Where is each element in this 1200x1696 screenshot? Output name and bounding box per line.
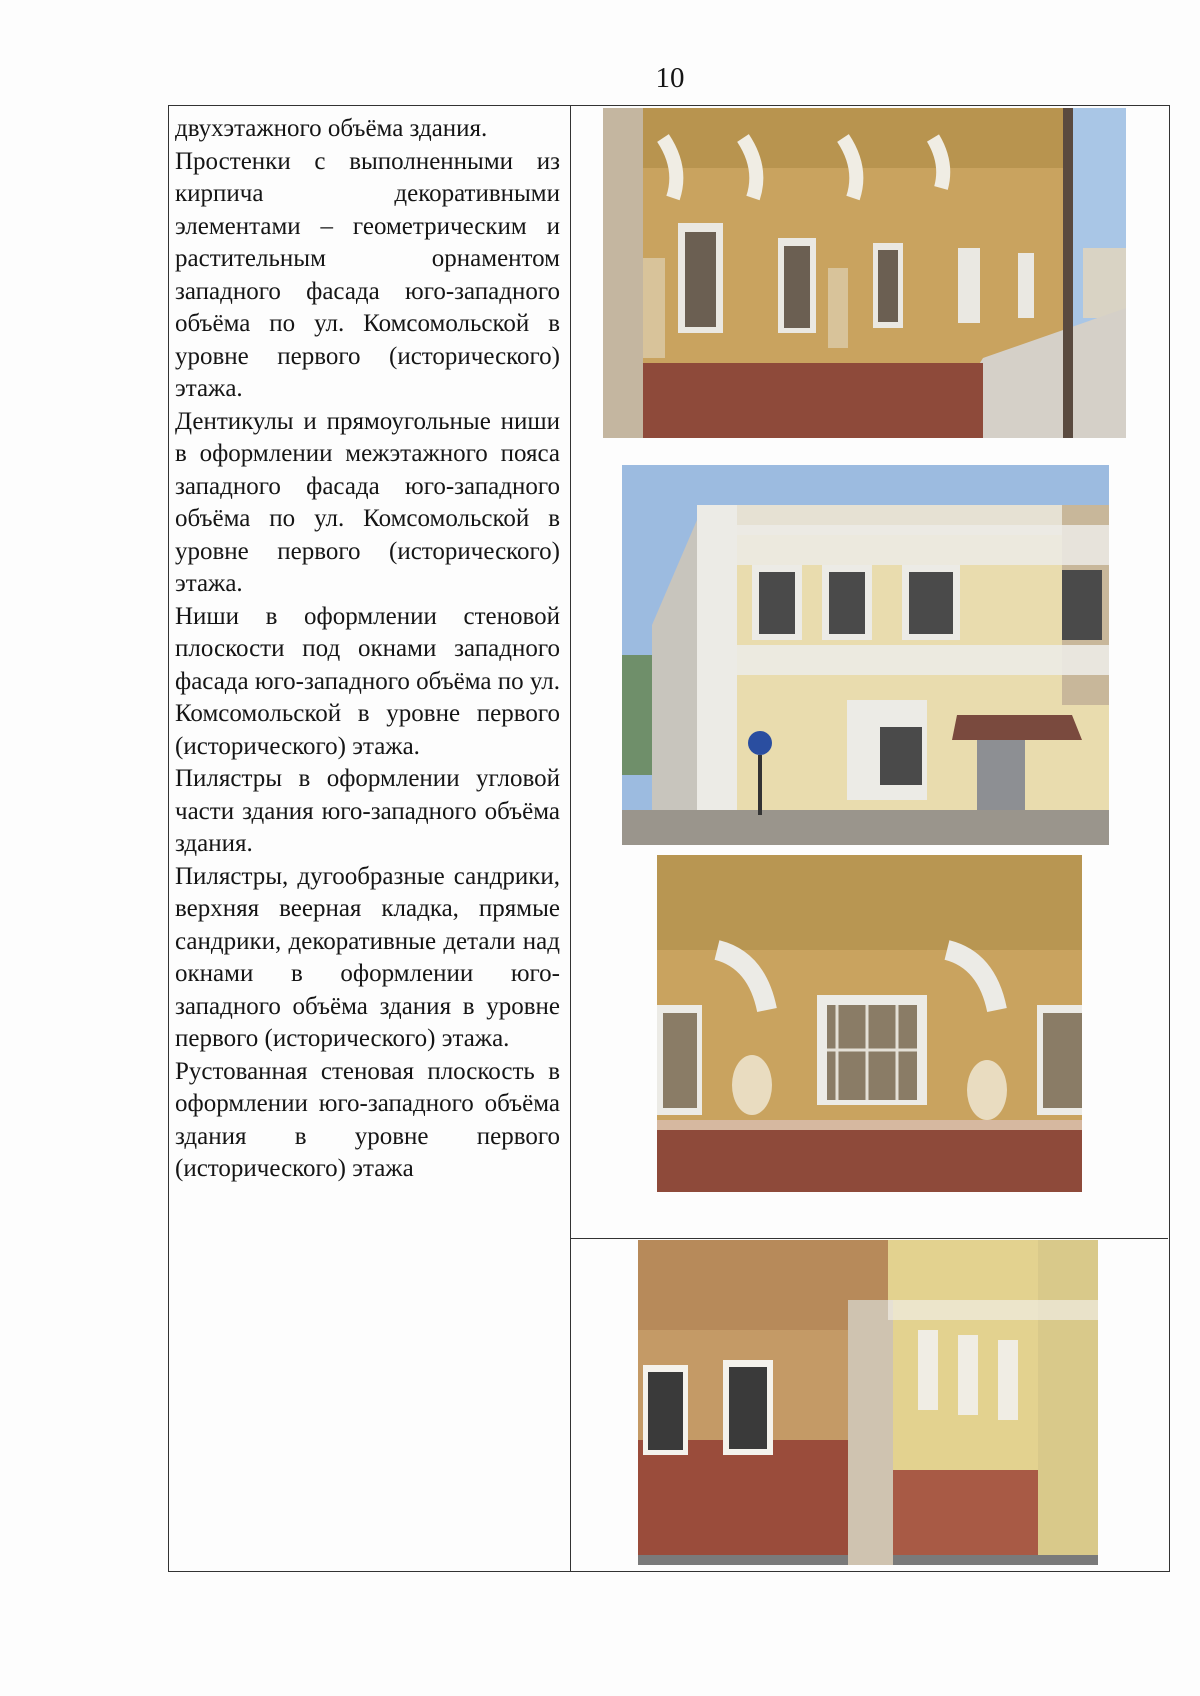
description-paragraph: двухэтажного объёма здания. [175,115,488,142]
table-row-divider [570,1238,1168,1239]
photo-window-detail [657,855,1082,1192]
description-paragraph: Рустованная стеновая плоскость в оформлении юго-западного объёма здания в уровне первого (исторического) этажа [175,1057,560,1182]
description-paragraph: Простенки с выполненными из кирпича декоративными элементами – геометрическим и растительным орнаментом западного фасада юго-западного объёма по ул. Комсомольской в уровне первого (исторического) этажа. [175,147,560,402]
description-text [175,113,560,1186]
description-paragraph: Дентикулы и прямоугольные ниши в оформлении межэтажного пояса западного фасада юго-западного объёма по ул. Комсомольской в уровне первого (исторического) этажа. [175,407,560,597]
photo-facade-perspective [603,108,1126,438]
photo-rusticated-wall [638,1240,1098,1565]
description-paragraph: Ниши в оформлении стеновой плоскости под окнами западного фасада юго-западного объёма по ул. Комсомольской в уровне первого (исторического) этажа. [175,602,560,760]
description-paragraph: Пилястры, дугообразные сандрики, верхняя веерная кладка, прямые сандрики, декоративные детали над окнами в оформлении юго-западного объёма здания в уровне первого (исторического) этажа. [175,862,560,1052]
table-column-divider [570,105,571,1571]
page-number: 10 [655,62,685,94]
photo-building-corner [622,465,1109,845]
description-paragraph: Пилястры в оформлении угловой части здания юго-западного объёма здания. [175,765,560,857]
